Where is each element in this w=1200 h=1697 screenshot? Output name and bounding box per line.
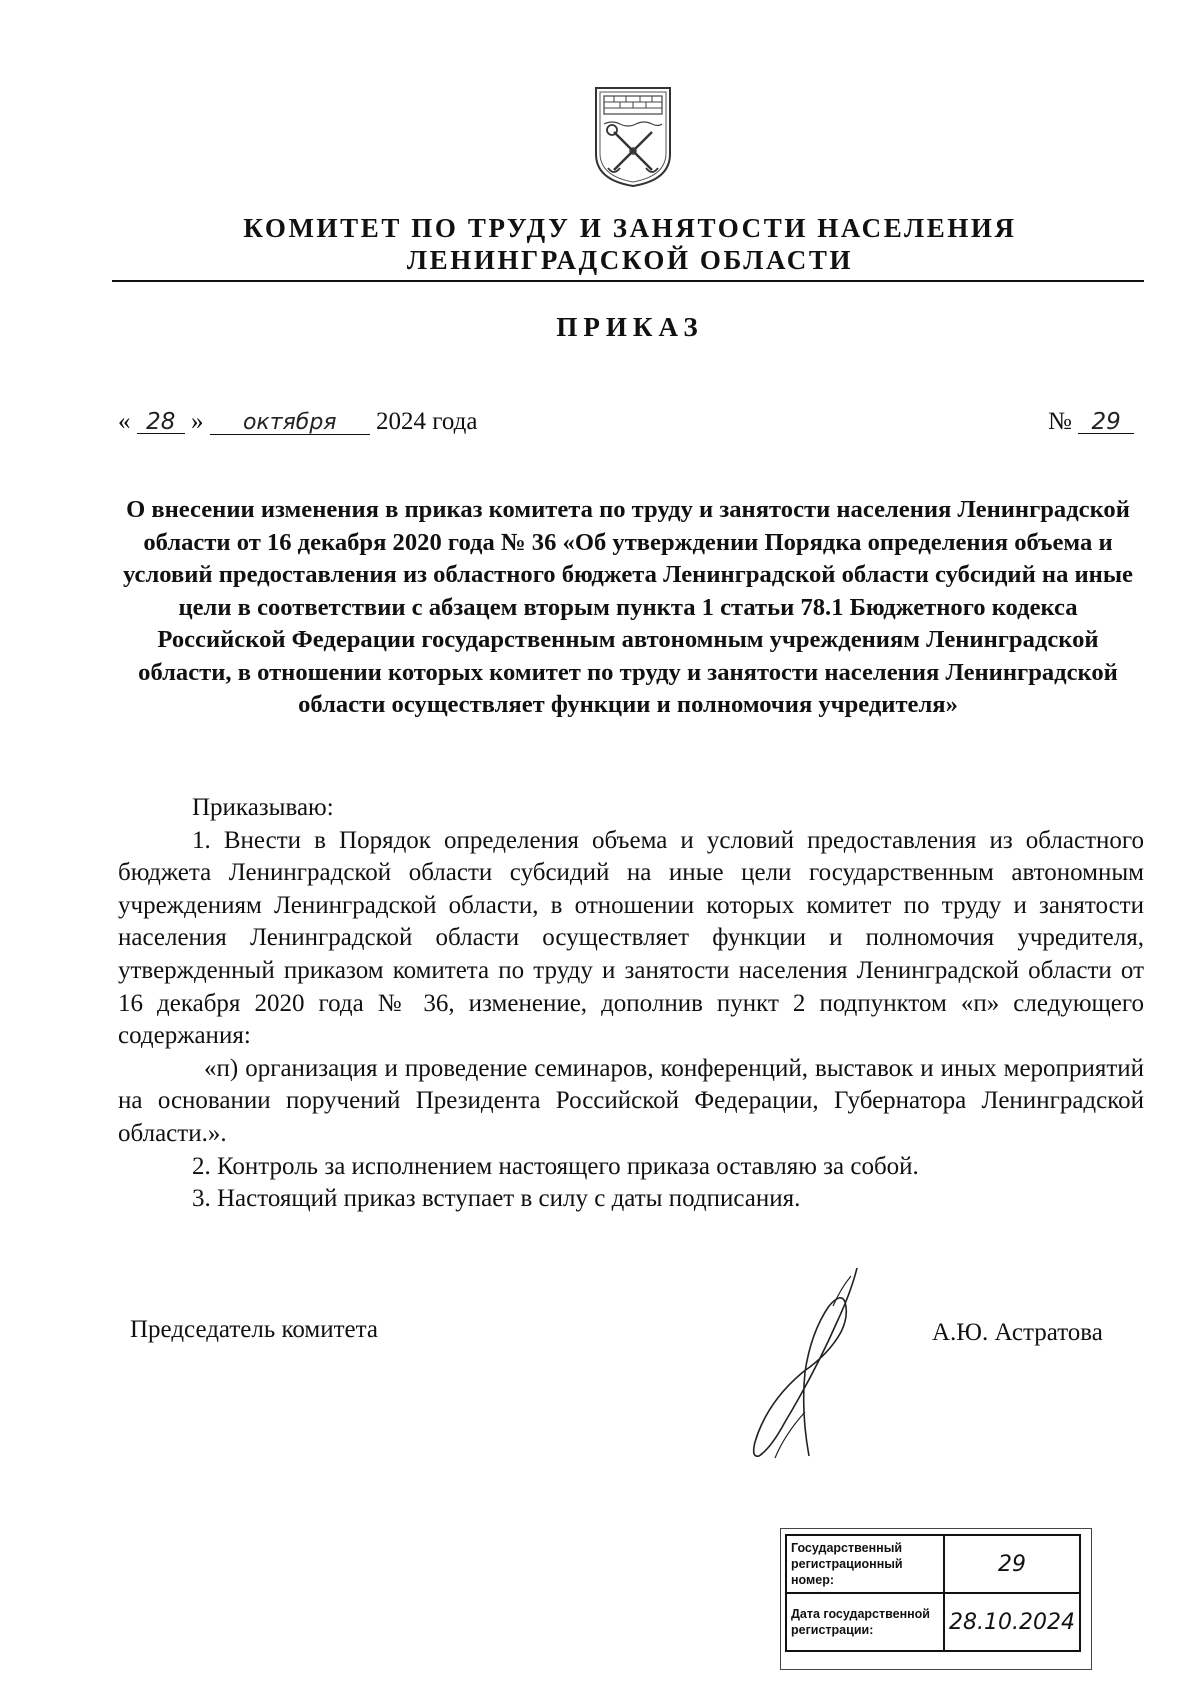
registration-stamp <box>785 1534 1081 1652</box>
signer-name: А.Ю. Астратова <box>932 1319 1103 1346</box>
coat-of-arms-icon <box>590 84 676 188</box>
date-year: 2024 <box>376 408 426 435</box>
number-value: 29 <box>1078 411 1134 434</box>
registration-date-value: 28.10.2024 <box>944 1593 1080 1651</box>
document-title: О внесении изменения в приказ комитета по труду и занятости населения Ленинградской области от 16 декабря 2020 года № 36 «Об утверждении Порядка определения объема и условий предоставления из областного бюджета Ленинградской области субсидий на иные цели в соответствии с абзацем вторым пункта 1 статьи 78.1 Бюджетного кодекса Российской Федерации государственным автономным учреждениям Ленинградской области, в отношении которых комитет по труду и занятости населения Ленинградской области осуществляет функции и полномочия учредителя» <box>123 496 1133 718</box>
paragraph-item-1: 1. Внести в Порядок определения объема и условий предоставления из областного бюджета Ленинградской области субсидий на иные цели государственным автономным учреждениям Ленинградской области, в отношении которых комитет по труду и занятости населения Ленинградской области осуществляет функции и полномочия учредителя, утвержденный приказом комитета по труду и занятости населения Ленинградской области от 16 декабря 2020 года № 36, изменение, дополнив пункт 2 подпунктом «п» следующего содержания: <box>118 826 1144 1050</box>
signer-position: Председатель комитета <box>130 1316 378 1343</box>
date-month: октября <box>210 412 370 435</box>
registration-date-row <box>786 1593 1080 1651</box>
date-open-quote: « <box>118 408 131 435</box>
organization-name-line2: ЛЕНИНГРАДСКОЙ ОБЛАСТИ <box>406 245 854 275</box>
registration-number-value: 29 <box>944 1535 1080 1593</box>
document-type: ПРИКАЗ <box>556 312 704 342</box>
date-year-word: года <box>432 408 478 435</box>
document-body <box>118 792 1144 1216</box>
handwritten-signature <box>745 1262 885 1462</box>
paragraph-item-1-quote: «п) организация и проведение семинаров, конференций, выставок и иных мероприятий на основании поручений Президента Российской Федерации, Губернатора Ленинградской области.». <box>118 1054 1144 1147</box>
order-word: Приказываю: <box>192 794 334 821</box>
registration-date-label: Дата государственной регистрации: <box>786 1593 944 1651</box>
organization-name-line1: КОМИТЕТ ПО ТРУДУ И ЗАНЯТОСТИ НАСЕЛЕНИЯ <box>243 213 1017 243</box>
date-day: 28 <box>137 411 185 434</box>
order-number <box>1048 408 1134 436</box>
number-label: № <box>1048 408 1072 435</box>
header-divider <box>112 280 1144 282</box>
registration-number-label: Государственный регистрационный номер: <box>786 1535 944 1593</box>
date-close-quote: » <box>191 408 204 435</box>
paragraph-item-2: 2. Контроль за исполнением настоящего приказа оставляю за собой. <box>192 1152 919 1180</box>
registration-number-row <box>786 1535 1080 1593</box>
paragraph-item-3: 3. Настоящий приказ вступает в силу с даты подписания. <box>192 1185 801 1213</box>
order-date <box>118 408 477 436</box>
